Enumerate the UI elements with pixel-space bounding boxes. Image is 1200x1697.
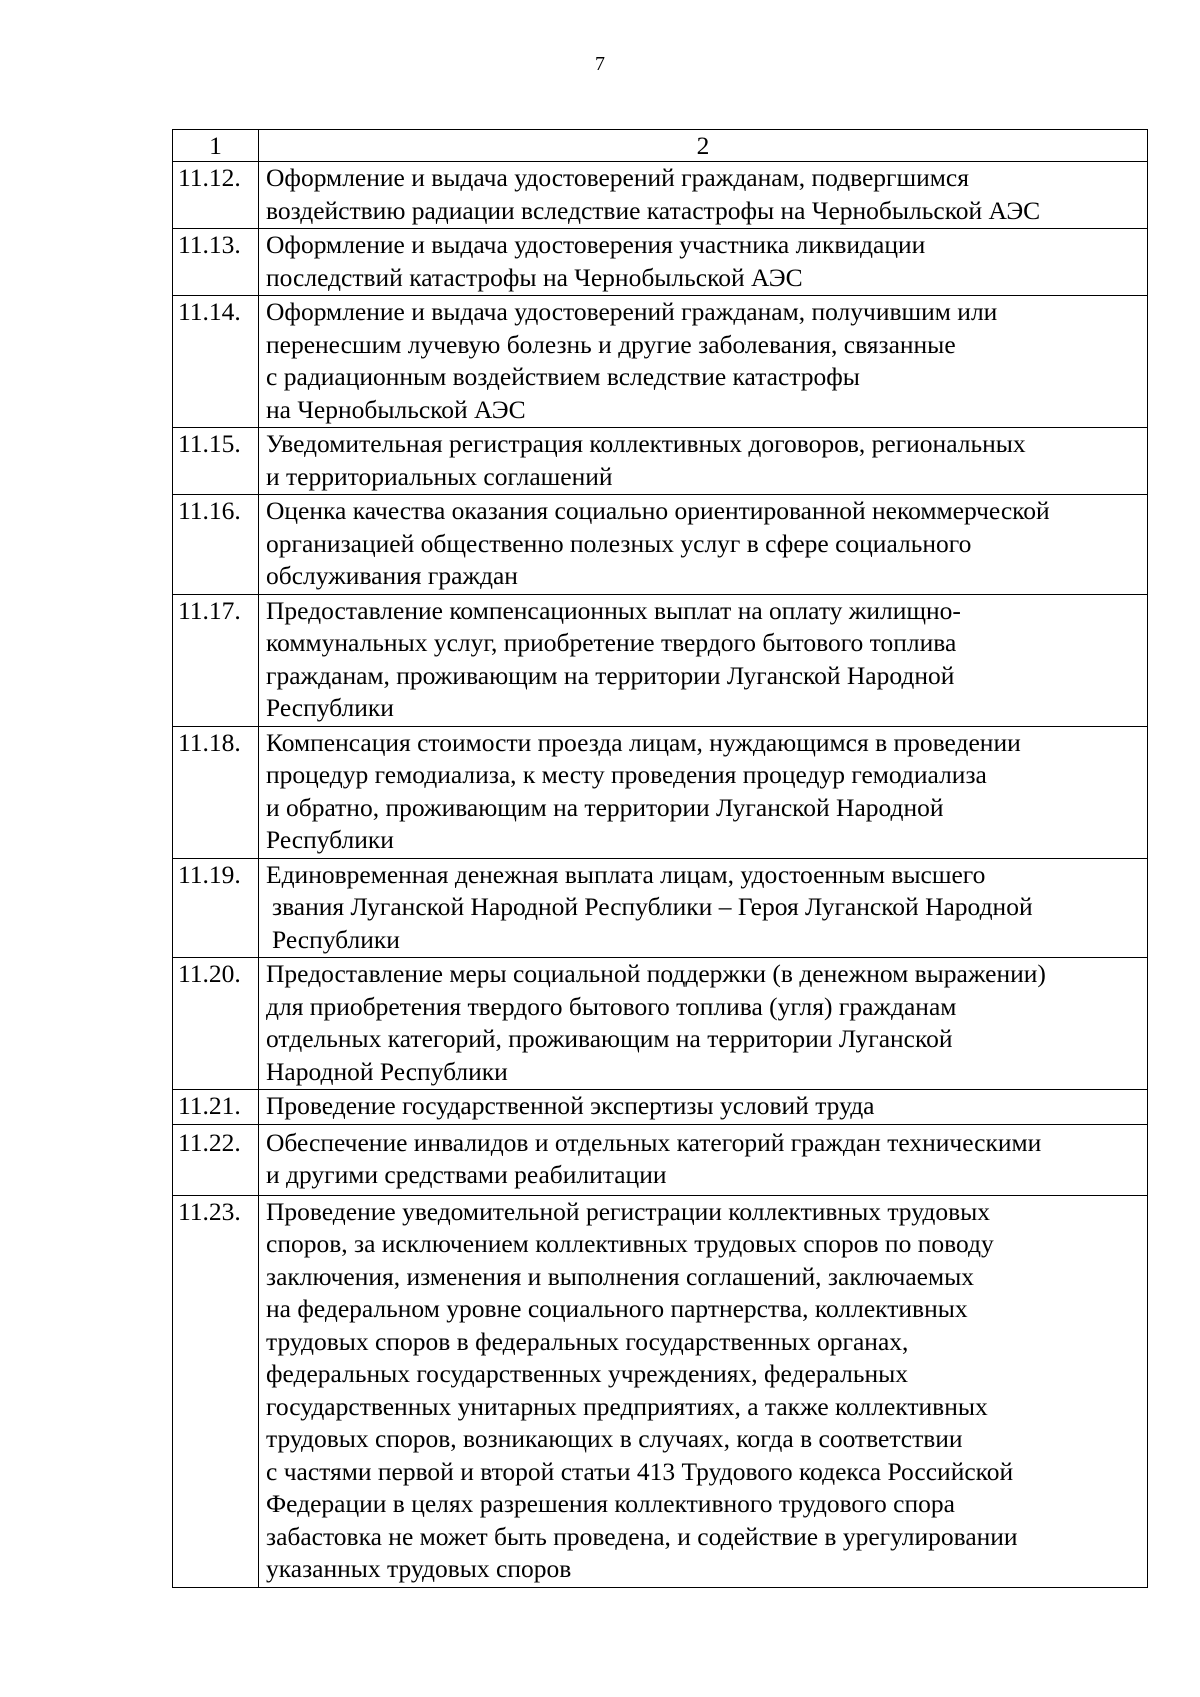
description-line: с частями первой и второй статьи 413 Трудового кодекса Российской xyxy=(266,1456,1014,1486)
description-line: Компенсация стоимости проезда лицам, нуждающимся в проведении xyxy=(266,727,1021,757)
row-description xyxy=(259,162,1148,229)
column-header-number: 1 xyxy=(173,130,259,162)
description-line: государственных унитарных предприятиях, а также коллективных xyxy=(266,1391,988,1421)
services-table xyxy=(172,129,1148,1588)
row-number: 11.19. xyxy=(173,858,259,958)
description-line: споров, за исключением коллективных трудовых споров по поводу xyxy=(266,1229,994,1258)
description-line: для приобретения твердого бытового топлива (угля) гражданам xyxy=(266,991,957,1021)
row-number: 11.12. xyxy=(173,162,259,229)
row-number: 11.23. xyxy=(173,1195,259,1587)
services-table-body xyxy=(173,130,1148,1588)
description-line: Проведение государственной экспертизы условий труда xyxy=(266,1091,875,1120)
row-description xyxy=(259,958,1148,1090)
description-line: на федеральном уровне социального партнерства, коллективных xyxy=(266,1294,968,1323)
description-line: процедур гемодиализа, к месту проведения процедур гемодиализа xyxy=(266,760,987,789)
description-line: указанных трудовых споров xyxy=(266,1554,572,1583)
description-line: Оформление и выдача удостоверения участника ликвидации xyxy=(266,230,926,259)
description-line: федеральных государственных учреждениях, федеральных xyxy=(266,1359,908,1388)
table-row xyxy=(173,162,1148,229)
description-line: Проведение уведомительной регистрации коллективных трудовых xyxy=(266,1196,990,1226)
description-line: перенесшим лучевую болезнь и другие заболевания, связанные xyxy=(266,329,956,359)
page-number: 7 xyxy=(595,53,605,75)
row-number: 11.21. xyxy=(173,1090,259,1125)
row-number: 11.17. xyxy=(173,594,259,726)
table-row xyxy=(173,229,1148,296)
row-description xyxy=(259,1090,1148,1125)
row-number: 11.16. xyxy=(173,495,259,595)
description-line: Народной Республики xyxy=(266,1056,508,1086)
row-number: 11.20. xyxy=(173,958,259,1090)
row-description xyxy=(259,858,1148,958)
description-line: организацией общественно полезных услуг в сфере социального xyxy=(266,528,972,558)
description-line: Республики xyxy=(266,693,394,722)
description-line: Оформление и выдача удостоверений гражданам, получившим или xyxy=(266,297,998,326)
description-line: обслуживания граждан xyxy=(266,561,518,590)
description-line: трудовых споров, возникающих в случаях, когда в соответствии xyxy=(266,1424,963,1453)
table-row xyxy=(173,1195,1148,1587)
table-row xyxy=(173,296,1148,428)
row-number: 11.14. xyxy=(173,296,259,428)
row-number: 11.13. xyxy=(173,229,259,296)
description-line: Оценка качества оказания социально ориентированной некоммерческой xyxy=(266,496,1050,525)
description-line: забастовка не может быть проведена, и содействие в урегулировании xyxy=(266,1521,1018,1551)
description-line: Республики xyxy=(266,825,394,854)
row-description xyxy=(259,495,1148,595)
description-line: трудовых споров в федеральных государственных органах, xyxy=(266,1326,909,1356)
table-row xyxy=(173,958,1148,1090)
description-line: Предоставление компенсационных выплат на оплату жилищно- xyxy=(266,595,961,625)
description-line: гражданам, проживающим на территории Луганской Народной xyxy=(266,660,955,690)
row-description xyxy=(259,428,1148,495)
row-number: 11.15. xyxy=(173,428,259,495)
description-line: Федерации в целях разрешения коллективного трудового спора xyxy=(266,1489,955,1518)
description-line: коммунальных услуг, приобретение твердого бытового топлива xyxy=(266,628,957,657)
description-line: с радиационным воздействием вследствие катастрофы xyxy=(266,362,860,391)
description-line: отдельных категорий, проживающим на территории Луганской xyxy=(266,1024,953,1053)
description-line: звания Луганской Народной Республики – Героя Луганской Народной xyxy=(272,892,1033,921)
description-line: Обеспечение инвалидов и отдельных категорий граждан техническими xyxy=(266,1127,1042,1157)
row-description xyxy=(259,229,1148,296)
description-line: и обратно, проживающим на территории Луганской Народной xyxy=(266,792,944,822)
table-row xyxy=(173,495,1148,595)
row-description xyxy=(259,726,1148,858)
table-row xyxy=(173,726,1148,858)
table-row xyxy=(173,1090,1148,1125)
row-description xyxy=(259,1124,1148,1195)
table-row xyxy=(173,858,1148,958)
description-line: Оформление и выдача удостоверений гражданам, подвергшимся xyxy=(266,163,969,192)
description-line: Уведомительная регистрация коллективных договоров, региональных xyxy=(266,429,1026,458)
description-line: заключения, изменения и выполнения соглашений, заключаемых xyxy=(266,1261,974,1291)
row-description xyxy=(259,296,1148,428)
description-line: Республики xyxy=(272,924,400,954)
description-line: и территориальных соглашений xyxy=(266,461,613,491)
description-line: воздействию радиации вследствие катастрофы на Чернобыльской АЭС xyxy=(266,195,1041,225)
table-row xyxy=(173,428,1148,495)
row-number: 11.18. xyxy=(173,726,259,858)
row-number: 11.22. xyxy=(173,1124,259,1195)
description-line: Единовременная денежная выплата лицам, удостоенным высшего xyxy=(266,859,986,889)
table-row xyxy=(173,594,1148,726)
description-line: Предоставление меры социальной поддержки (в денежном выражении) xyxy=(266,959,1046,988)
table-header-row xyxy=(173,130,1148,162)
description-line: последствий катастрофы на Чернобыльской АЭС xyxy=(266,262,803,292)
description-line: и другими средствами реабилитации xyxy=(266,1160,667,1189)
table-row xyxy=(173,1124,1148,1195)
row-description xyxy=(259,1195,1148,1587)
column-header-description: 2 xyxy=(259,130,1148,162)
description-line: на Чернобыльской АЭС xyxy=(266,394,526,424)
row-description xyxy=(259,594,1148,726)
